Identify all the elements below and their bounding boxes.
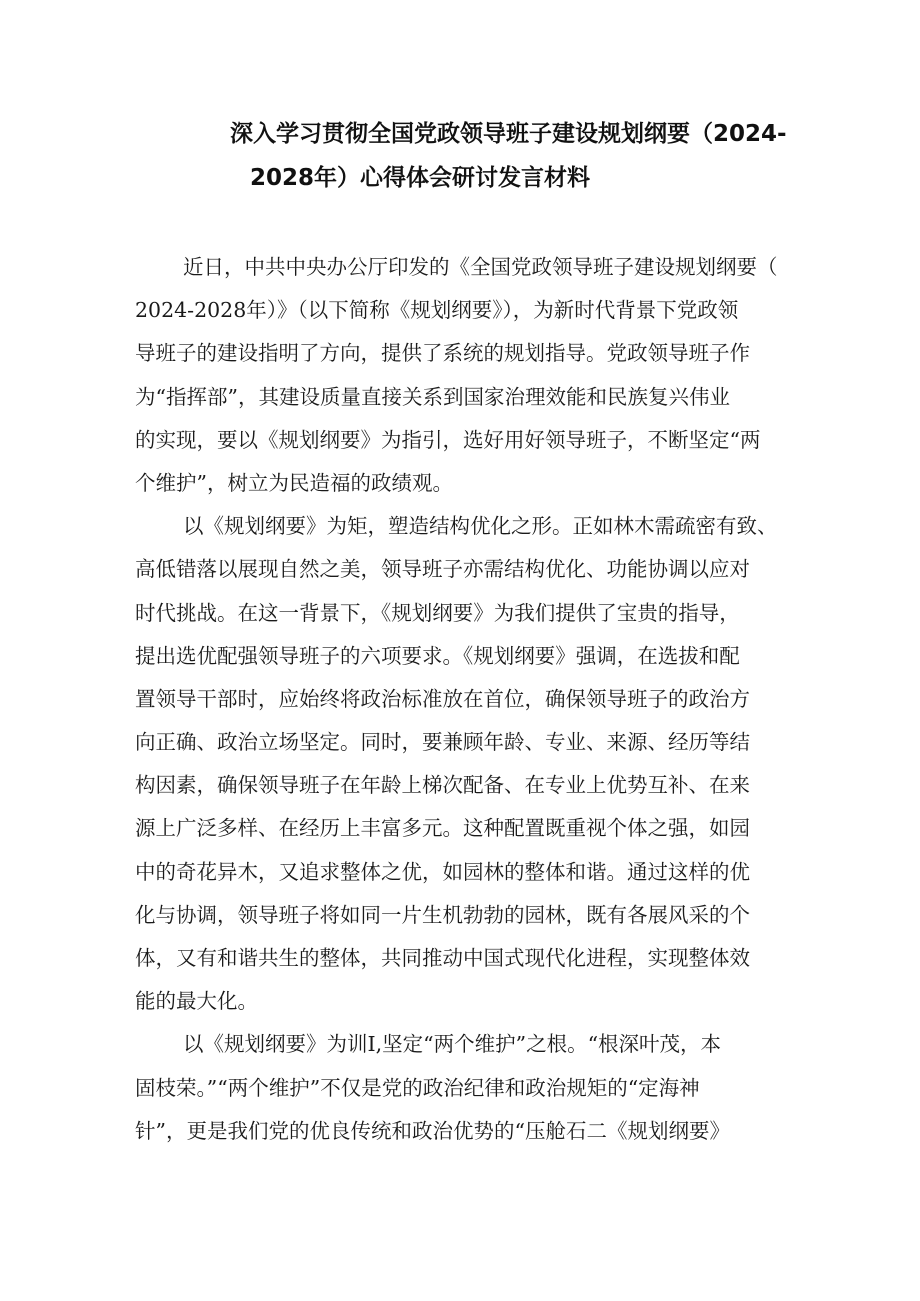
- paragraph-2-line: 能的最大化。: [135, 989, 258, 1014]
- document-body: [135, 246, 795, 1153]
- title-line-1: 深入学习贯彻全国党政领导班子建设规划纲要（2024-: [230, 121, 787, 147]
- document-title: [230, 112, 790, 200]
- paragraph-1-line: 导班子的建设指明了方向，提供了系统的规划指导。党政领导班子作: [135, 341, 750, 366]
- paragraph-3-line: 固枝荣。”“两个维护”不仅是党的政治纪律和政治规矩的“定海神: [135, 1075, 700, 1100]
- paragraph-2-line: 提出选优配强领导班子的六项要求。《规划纲要》强调，在选拔和配: [135, 643, 740, 668]
- paragraph-2-line: 时代挑战。在这一背景下，《规划纲要》为我们提供了宝贵的指导，: [135, 600, 740, 625]
- paragraph-2-line: 源上广泛多样、在经历上丰富多元。这种配置既重视个体之强，如园: [135, 816, 750, 841]
- paragraph-2-line: 向正确、政治立场坚定。同时，要兼顾年龄、专业、来源、经历等结: [135, 730, 750, 755]
- paragraph-2-line: 高低错落以展现自然之美，领导班子亦需结构优化、功能协调以应对: [135, 557, 750, 582]
- paragraph-2-line: 构因素，确保领导班子在年龄上梯次配备、在专业上优势互补、在来: [135, 773, 750, 798]
- paragraph-1-line: 为“指挥部”，其建设质量直接关系到国家治理效能和民族复兴伟业: [135, 384, 730, 409]
- title-line-2: 2028年）心得体会研讨发言材料: [250, 165, 591, 191]
- paragraph-1-line: 2024-2028年）》（以下简称《规划纲要》），为新时代背景下党政领: [135, 298, 739, 323]
- paragraph-2-line: 体，又有和谐共生的整体，共同推动中国式现代化进程，实现整体效: [135, 946, 750, 970]
- paragraph-2-line: 置领导干部时，应始终将政治标准放在首位，确保领导班子的政治方: [135, 686, 750, 711]
- paragraph-2-line: 化与协调，领导班子将如同一片生机勃勃的园林，既有各展风采的个: [135, 902, 750, 927]
- paragraph-2-line: 以《规划纲要》为矩，塑造结构优化之形。正如林木需疏密有致、: [183, 514, 778, 539]
- paragraph-1-line: 的实现，要以《规划纲要》为指引，选好用好领导班子，不断坚定“两: [135, 427, 761, 452]
- paragraph-2-line: 中的奇花异木，又追求整体之优，如园林的整体和谐。通过这样的优: [135, 859, 750, 884]
- paragraph-3-line: 以《规划纲要》为训Ⅰ,坚定“两个维护”之根。“根深叶茂，本: [183, 1032, 722, 1057]
- paragraph-1-line: 近日，中共中央办公厅印发的《全国党政领导班子建设规划纲要（: [183, 255, 778, 279]
- paragraph-3-line: 针”，更是我们党的优良传统和政治优势的“压舱石二《规划纲要》: [135, 1118, 730, 1143]
- paragraph-1-line: 个维护”，树立为民造福的政绩观。: [135, 470, 453, 495]
